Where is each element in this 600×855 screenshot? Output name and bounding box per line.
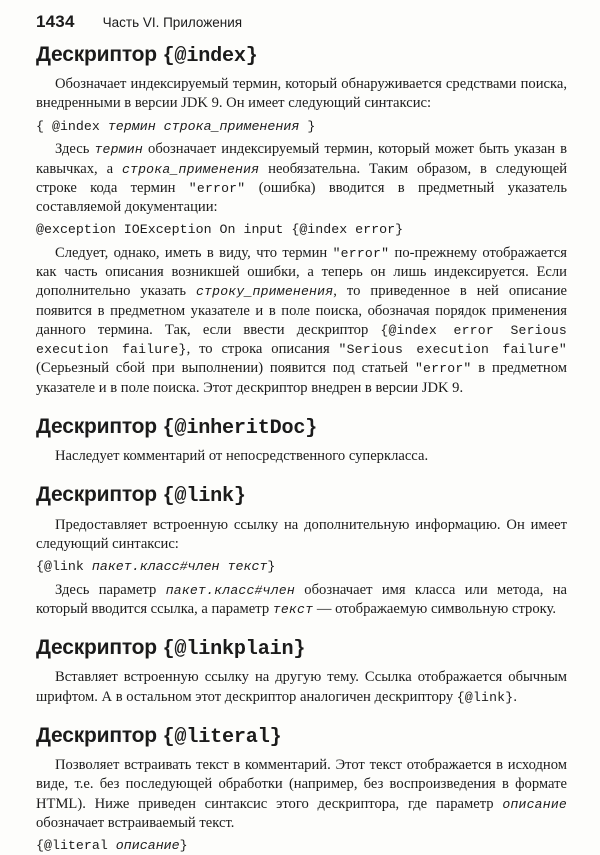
descriptor-section (36, 414, 567, 466)
heading-prefix: Дескриптор (36, 43, 163, 66)
heading-tag: {@literal} (162, 725, 282, 749)
page-header (36, 12, 567, 32)
part-title: Часть VI. Приложения (102, 15, 243, 30)
section-heading (36, 482, 567, 509)
heading-tag: {@link} (162, 485, 246, 509)
page-body (36, 42, 567, 855)
page-number: 1434 (36, 12, 75, 31)
descriptor-section (36, 482, 567, 619)
paragraph: Позволяет встраивать текст в комментарий. Этот текст отображается в исходном виде, т.е. без последующей обработки (например, без воспроизведения в формате HTML). Ниже приведен синтаксис этого дескриптора, где параметр описание обозначает встраиваемый текст. (36, 757, 567, 831)
heading-tag: {@inheritDoc} (162, 416, 318, 440)
descriptor-section (36, 723, 567, 855)
section-heading (36, 723, 567, 750)
paragraph: Следует, однако, иметь в виду, что термин "error" по-прежнему отображается как часть описания возникшей ошибки, а теперь он лишь индексируется. Если дополнительно указать строку_применения, то приведенное в ней описание появится в предметном указателе и в поле поиска, обозначая порядок применения данного термина. Так, если ввести дескриптор {@index error Serious execution failure}, то строка описания "Serious execution failure" (Серьезный сбой при выполнении) появится под статьей "error" в предметном указателе и в поле поиска. Этот дескриптор внедрен в версии JDK 9. (36, 244, 568, 396)
section-heading (36, 42, 567, 69)
heading-prefix: Дескриптор (36, 483, 163, 507)
heading-tag: {@linkplain} (162, 638, 306, 662)
section-heading (36, 414, 567, 441)
paragraph: Предоставляет встроенную ссылку на дополнительную информацию. Он имеет следующий синтаксис: (36, 516, 567, 552)
heading-prefix: Дескриптор (36, 723, 163, 747)
code-line: {@literal описание} (36, 838, 188, 854)
code-line: @exception IOException On input {@index error} (36, 222, 404, 238)
paragraph: Здесь параметр пакет.класс#член обозначает имя класса или метода, на который вводится ссылка, а параметр текст — отображаемую символьную строку. (36, 581, 567, 617)
paragraph: Обозначает индексируемый термин, который обнаруживается средствами поиска, внедренными в версии JDK 9. Он имеет следующий синтаксис: (36, 76, 567, 112)
section-heading (36, 635, 567, 662)
code-line: {@link пакет.класс#член текст} (36, 559, 276, 575)
code-line: { @index термин строка_применения } (36, 118, 316, 134)
descriptor-section (36, 635, 567, 707)
descriptor-section (36, 42, 567, 398)
heading-prefix: Дескриптор (36, 414, 163, 438)
paragraph: Наследует комментарий от непосредственного суперкласса. (55, 448, 429, 465)
paragraph: Здесь термин обозначает индексируемый термин, который может быть указан в кавычках, а строка_применения необязательна. Таким образом, в следующей строке кода термин "error" (ошибка) вводится в предметный указатель составляемой документации: (36, 141, 567, 216)
paragraph: Вставляет встроенную ссылку на другую тему. Ссылка отображается обычным шрифтом. А в остальном этот дескриптор аналогичен дескриптору {@link}. (36, 669, 567, 705)
heading-tag: {@index} (162, 45, 258, 68)
heading-prefix: Дескриптор (36, 636, 163, 660)
